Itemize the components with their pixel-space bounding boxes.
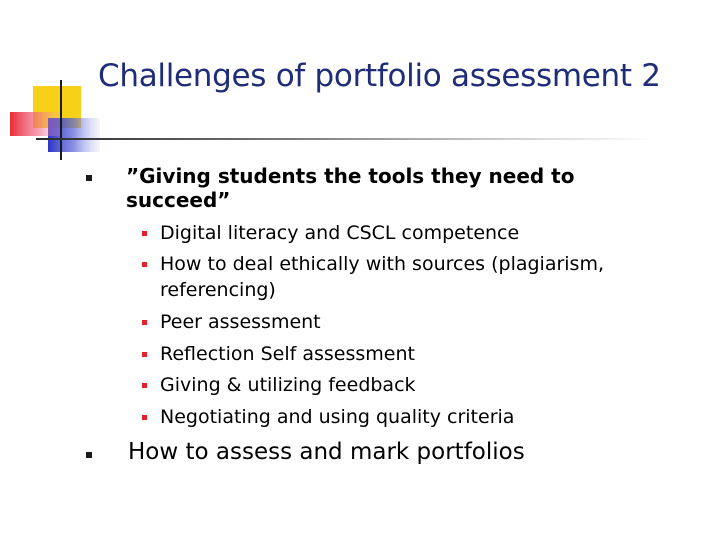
sub-bullet-square-icon (142, 320, 147, 325)
bullet-square-icon (86, 175, 92, 181)
list-item-text: How to assess and mark portfolios (128, 439, 525, 465)
sub-bullet-square-icon (142, 231, 147, 236)
slide-title: Challenges of portfolio assessment 2 (98, 58, 661, 94)
sub-bullet-square-icon (142, 262, 147, 267)
decorative-logo-graphic (0, 0, 110, 170)
sub-bullet-square-icon (142, 415, 147, 420)
sub-list-item-text: Digital literacy and CSCL competence (160, 222, 520, 244)
list-item-text: ”Giving students the tools they need to (126, 164, 575, 188)
sub-list-item-text: Giving & utilizing feedback (160, 374, 416, 396)
sub-list-item-text-continued: referencing) (160, 279, 276, 301)
bullet-square-icon (86, 452, 92, 458)
sub-list-item-text: Peer assessment (160, 311, 321, 333)
title-divider (36, 138, 656, 140)
sub-bullet-square-icon (142, 352, 147, 357)
sub-list-item-text: Reflection Self assessment (160, 343, 415, 365)
sub-list-item-text: Negotiating and using quality criteria (160, 406, 515, 428)
sub-bullet-square-icon (142, 383, 147, 388)
sub-list-item-text: How to deal ethically with sources (plagiarism, (160, 253, 605, 275)
list-item-text-continued: succeed” (126, 188, 231, 212)
